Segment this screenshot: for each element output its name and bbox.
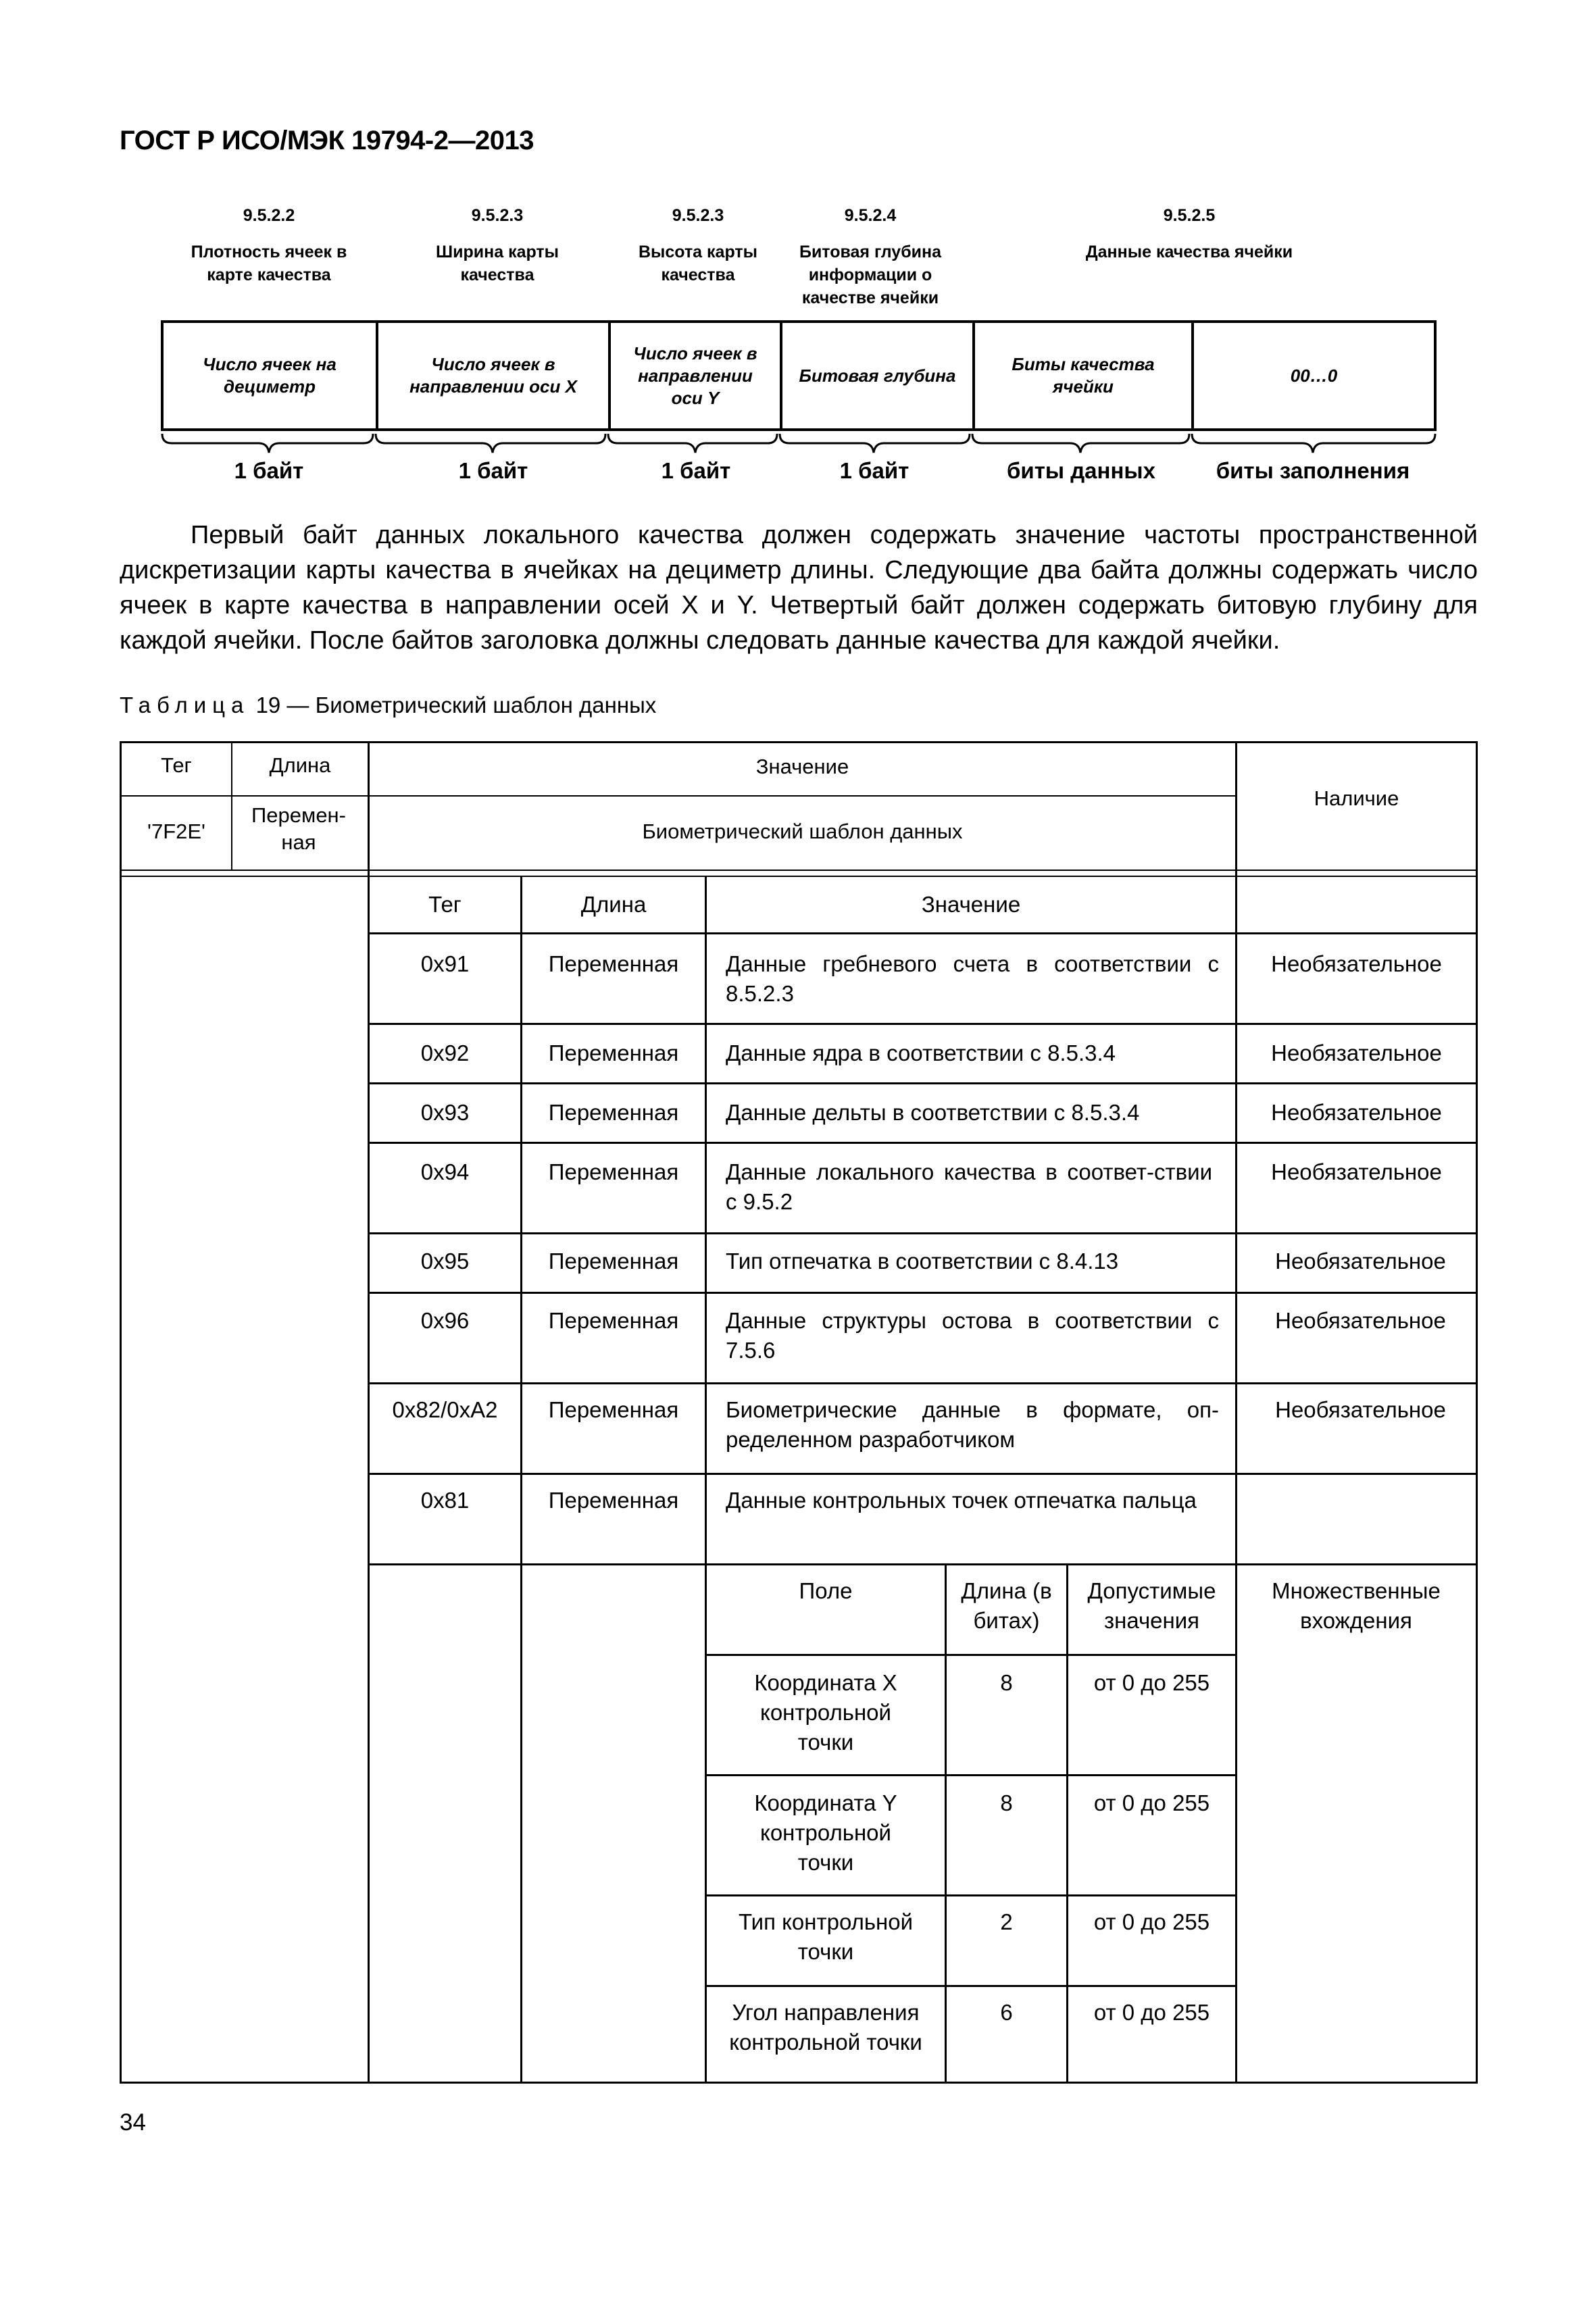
row-length: Переменная [548,1397,679,1422]
sub-row-allowed: от 0 до 255 [1093,1670,1210,1695]
brace-row [161,432,1437,455]
struct-cell: Битовая глубина [782,323,975,428]
brace [972,434,1189,453]
sub-row-bits: 2 [1000,1909,1013,1934]
sub-head-presence: Множественные вхождения [1272,1578,1441,1633]
size-label: 1 байт [839,458,909,483]
field-number: 9.5.2.2 [243,206,295,225]
size-label: биты данных [1007,458,1155,483]
document-header: ГОСТ Р ИСО/МЭК 19794-2—2013 [120,126,534,155]
caption-rest: 19 — Биометрический шаблон данных [255,693,657,718]
byte-structure [161,320,1437,431]
sub-row-field: Тип контрольной точки [738,1909,914,1964]
brace [1192,434,1435,453]
row-presence: Необязательное [1275,1397,1446,1422]
sub-row-field: Координата Y контрольной точки [754,1790,897,1875]
col-head-presence: Наличие [1314,786,1399,810]
row-presence: Необязательное [1271,1040,1442,1065]
row-length: Переменная [548,1040,679,1065]
row-length: Переменная [548,1249,679,1274]
row-value: Данные гребневого счета в соответствии с 8.5.2.3 [726,951,1219,1006]
sub-row-bits: 6 [1000,2000,1013,2025]
top-row-length: Перемен-ная [251,803,346,854]
field-caption [620,204,776,286]
sub-row-bits: 8 [1000,1790,1013,1815]
size-label: 1 байт [234,458,304,483]
inner-head-tag: Тег [428,892,462,917]
size-label: 1 байт [661,458,731,483]
row-tag: 0x95 [420,1249,470,1274]
sub-head-field: Поле [799,1578,853,1603]
row-tag: 0x93 [420,1100,470,1125]
field-label: Битовая глубина информации о качестве ячейки [799,243,942,307]
top-row-value: Биометрический шаблон данных [642,820,963,843]
col-head-value: Значение [755,755,849,778]
field-label: Ширина карты качества [435,243,559,284]
row-value: Данные ядра в соответствии с 8.5.3.4 [726,1040,1116,1065]
row-value: Данные дельты в соответствии с 8.5.3.4 [726,1100,1140,1125]
row-length: Переменная [548,1488,679,1513]
top-row-tag: '7F2E' [147,820,205,843]
field-number: 9.5.2.5 [1163,206,1216,225]
row-value: Данные контрольных точек отпечатка пальца [726,1488,1197,1513]
col-head-tag: Тег [161,753,192,777]
struct-cell: Число ячеек в направлении оси X [378,323,611,428]
row-length: Переменная [548,1159,679,1184]
row-value: Данные локального качества в соответ-ствии с 9.5.2 [726,1159,1212,1214]
sub-head-allowed: Допустимые значения [1087,1578,1216,1633]
body-paragraph [120,518,1478,658]
field-caption [403,204,592,286]
field-number: 9.5.2.3 [471,206,524,225]
field-number: 9.5.2.4 [844,206,897,225]
row-presence: Необязательное [1271,1159,1442,1184]
row-value: Биометрические данные в формате, оп-ределенном разработчиком [726,1397,1219,1452]
sub-row-allowed: от 0 до 255 [1093,1909,1210,1934]
table-caption [120,693,656,718]
sub-row-bits: 8 [1000,1670,1013,1695]
field-caption [776,204,965,309]
row-length: Переменная [548,1308,679,1333]
struct-cell: Число ячеек в направлении оси Y [611,323,782,428]
biometric-template-table [120,741,1478,2084]
size-label: 1 байт [458,458,528,483]
row-presence: Необязательное [1275,1249,1446,1274]
brace [376,434,605,453]
row-length: Переменная [548,1100,679,1125]
row-value: Данные структуры остова в соответствии с 7.5.6 [726,1308,1219,1363]
field-caption [168,204,370,286]
row-tag: 0x82/0xA2 [392,1397,498,1422]
row-tag: 0x94 [420,1159,470,1184]
row-presence: Необязательное [1271,1100,1442,1125]
field-label: Данные качества ячейки [1085,243,1293,261]
sub-head-bits: Длина (в битах) [961,1578,1052,1633]
sub-row-allowed: от 0 до 255 [1093,1790,1210,1815]
sub-row-allowed: от 0 до 255 [1093,2000,1210,2025]
struct-cell: Число ячеек на дециметр [164,323,378,428]
field-label: Плотность ячеек в карте качества [191,243,347,284]
sub-row-field: Координата X контрольной точки [754,1670,897,1755]
row-tag: 0x91 [420,951,470,976]
size-label: биты заполнения [1216,458,1410,483]
field-label: Высота карты качества [638,243,757,284]
inner-head-length: Длина [580,892,647,917]
brace [608,434,777,453]
row-tag: 0x96 [420,1308,470,1333]
field-caption [1014,204,1365,263]
row-presence: Необязательное [1271,951,1442,976]
caption-word: Таблица [120,693,250,718]
struct-cell: Биты качества ячейки [975,323,1194,428]
paragraph-text: Первый байт данных локального качества должен содержать значение частоты пространственной дискретизации карты качества в ячейках на дециметр длины. Следующие два байта должны содержать число ячеек в карте качества в направлении осей X и Y. Четвертый байт должен содержать битовую глубину для каждой ячейки. После байтов заголовка должны следовать данные качества для каждой ячейки. [120,521,1478,655]
col-head-length: Длина [269,753,331,777]
brace [780,434,970,453]
row-tag: 0x92 [420,1040,470,1065]
page-number: 34 [120,2109,146,2136]
inner-head-value: Значение [921,892,1021,917]
row-length: Переменная [548,951,679,976]
row-tag: 0x81 [420,1488,470,1513]
row-presence: Необязательное [1275,1308,1446,1333]
brace [162,434,373,453]
field-number: 9.5.2.3 [672,206,724,225]
sub-row-field: Угол направления контрольной точки [729,2000,922,2055]
struct-cell: 00…0 [1290,365,1338,386]
row-value: Тип отпечатка в соответствии с 8.4.13 [726,1249,1119,1274]
